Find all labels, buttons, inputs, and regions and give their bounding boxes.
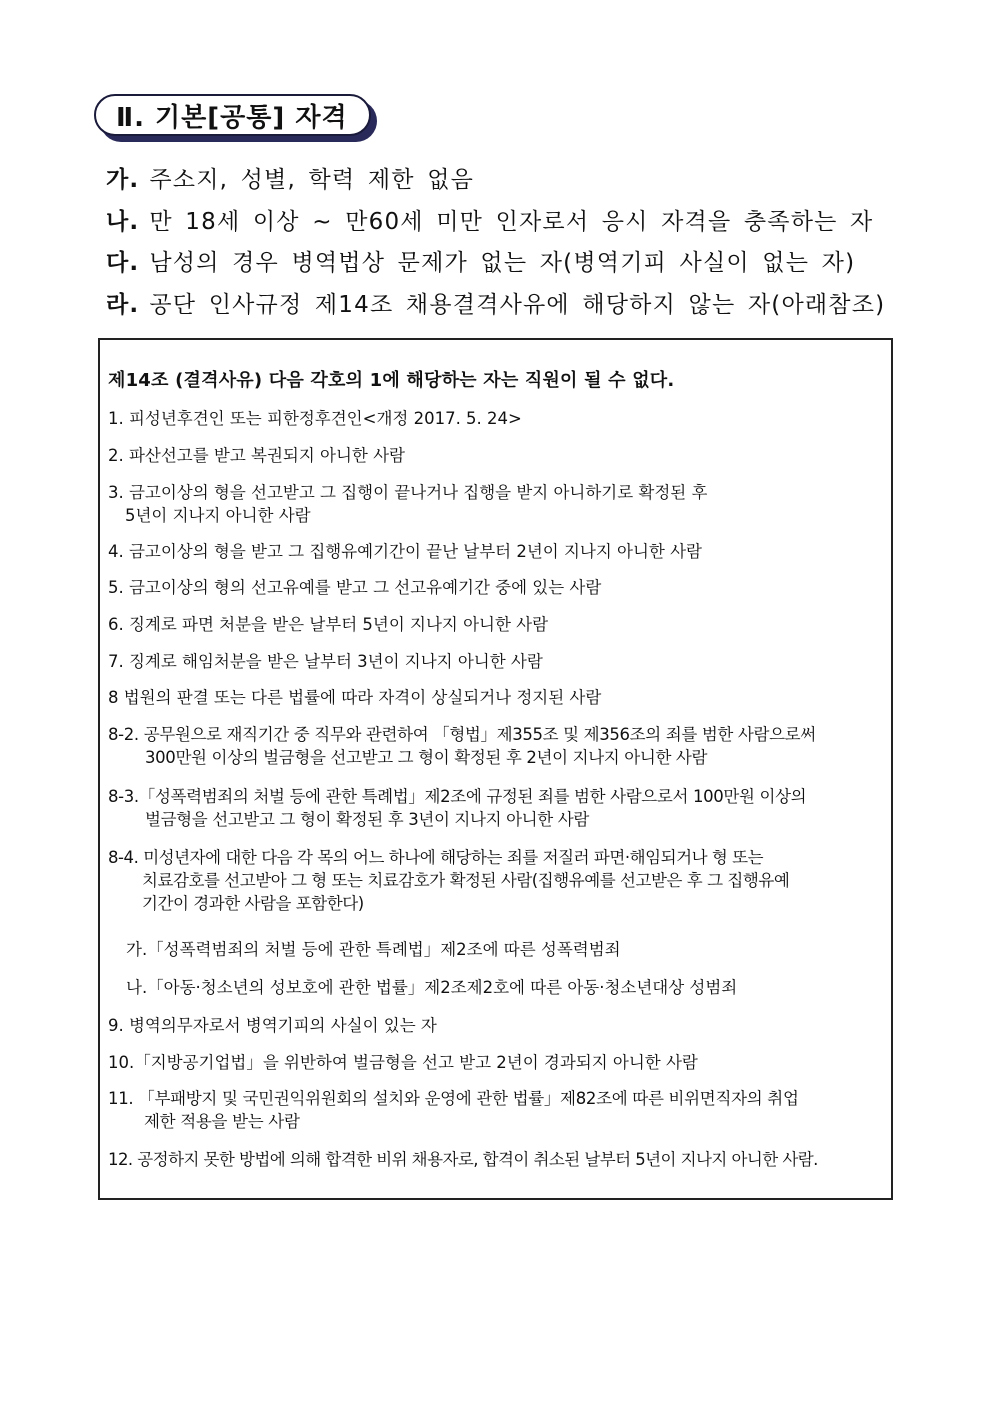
qualification-item: 가. 주소지, 성별, 학력 제한 없음 (106, 167, 475, 193)
section-heading (94, 94, 379, 144)
heading-title: Ⅱ. 기본[공통] 자격 (94, 94, 371, 136)
disqualification-item: 1. 피성년후견인 또는 피한정후견인<개정 2017. 5. 24> (108, 409, 522, 428)
disqualification-item: 9. 병역의무자로서 병역기피의 사실이 있는 자 (108, 1016, 437, 1035)
disqualification-item: 11. 「부패방지 및 국민권익위원회의 설치와 운영에 관한 법률」제82조에 따른 비위면직자의 취업 제한 적용을 받는 사람 (108, 1089, 799, 1131)
disqualification-item: 3. 금고이상의 형을 선고받고 그 집행이 끝나거나 집행을 받지 아니하기로 확정된 후 5년이 지나지 아니한 사람 (108, 483, 708, 525)
disqualification-item: 8 법원의 판결 또는 다른 법률에 따라 자격이 상실되거나 정지된 사람 (108, 688, 602, 707)
disqualification-item: 2. 파산선고를 받고 복권되지 아니한 사람 (108, 446, 405, 465)
disqualification-item: 4. 금고이상의 형을 받고 그 집행유예기간이 끝난 날부터 2년이 지나지 아니한 사람 (108, 542, 702, 561)
disqualification-item: 7. 징계로 해임처분을 받은 날부터 3년이 지나지 아니한 사람 (108, 652, 543, 671)
disqualification-item: 8-2. 공무원으로 재직기간 중 직무와 관련하여 「형법」제355조 및 제356조의 죄를 범한 사람으로써 300만원 이상의 벌금형을 선고받고 그 형이 확정된 후 2년이 지나지 아니한 사람 (108, 725, 816, 767)
disqualification-item: 12. 공정하지 못한 방법에 의해 합격한 비위 채용자로, 합격이 취소된 날부터 5년이 지나지 아니한 사람. (108, 1150, 818, 1169)
disqualification-item: 10.「지방공기업법」을 위반하여 벌금형을 선고 받고 2년이 경과되지 아니한 사람 (108, 1053, 698, 1072)
disqualification-item: 8-3.「성폭력범죄의 처벌 등에 관한 특례법」제2조에 규정된 죄를 범한 사람으로서 100만원 이상의 벌금형을 선고받고 그 형이 확정된 후 3년이 지나지 아니한 사람 (108, 787, 807, 829)
qualification-item: 다. 남성의 경우 병역법상 문제가 없는 자(병역기피 사실이 없는 자) (106, 250, 856, 276)
disqualification-box (98, 338, 893, 1200)
disqualification-item: 6. 징계로 파면 처분을 받은 날부터 5년이 지나지 아니한 사람 (108, 615, 549, 634)
disqualification-item: 8-4. 미성년자에 대한 다음 각 목의 어느 하나에 해당하는 죄를 저질러 파면·해임되거나 형 또는 치료감호를 선고받아 그 형 또는 치료감호가 확정된 사람(집행유예를 선고받은 후 그 집행유예 기간이 경과한 사람을 포함한다) (108, 848, 790, 913)
disqualification-subitem: 가.「성폭력범죄의 처벌 등에 관한 특례법」제2조에 따른 성폭력범죄 (126, 940, 621, 959)
disqualification-title: 제14조 (결격사유) 다음 각호의 1에 해당하는 자는 직원이 될 수 없다. (108, 370, 675, 391)
qualification-item: 나. 만 18세 이상 ~ 만60세 미만 인자로서 응시 자격을 충족하는 자 (106, 208, 874, 235)
disqualification-subitem: 나.「아동·청소년의 성보호에 관한 법률」제2조제2호에 따른 아동·청소년대상 성범죄 (126, 978, 738, 997)
qualification-item: 라. 공단 인사규정 제14조 채용결격사유에 해당하지 않는 자(아래참조) (106, 291, 886, 318)
disqualification-item: 5. 금고이상의 형의 선고유예를 받고 그 선고유예기간 중에 있는 사람 (108, 578, 602, 597)
qualification-list (106, 160, 906, 326)
